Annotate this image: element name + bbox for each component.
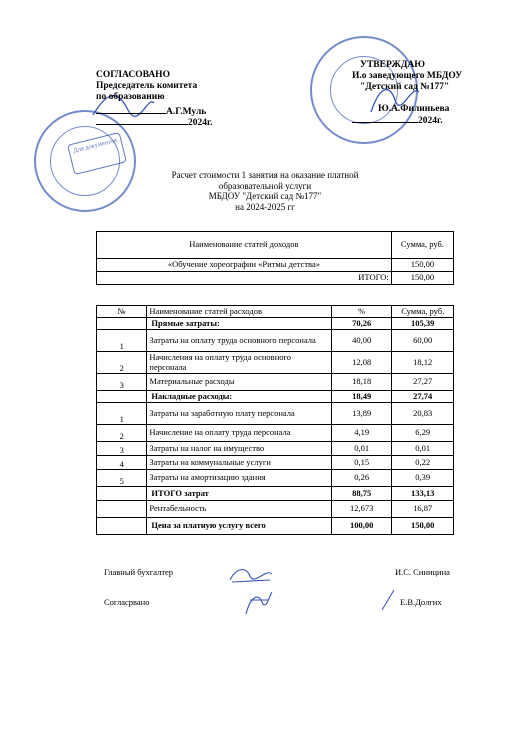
title-line-2: образовательной услуги [218, 180, 312, 191]
expense-row-num [97, 487, 147, 501]
expense-row-num: 5 [97, 470, 147, 487]
expense-row-name: Затраты на налог на имущество [147, 442, 332, 456]
expense-row-name: Накладные расходы: [147, 391, 332, 403]
expense-row-pct: 13,89 [331, 403, 392, 425]
approval-left-signatory [96, 107, 226, 117]
expense-row [97, 391, 454, 403]
expense-row-num: 2 [97, 352, 147, 374]
approval-right [352, 60, 502, 93]
agreed-name-signature [378, 588, 398, 612]
expense-row [97, 501, 454, 518]
expense-table [96, 305, 454, 535]
expense-row [97, 442, 454, 456]
expense-row-num: 1 [97, 330, 147, 352]
expense-row [97, 487, 454, 501]
expense-row-num [97, 501, 147, 518]
expense-row-pct: 18,18 [331, 374, 392, 391]
expense-row-name: Рентабельность [147, 501, 332, 518]
expense-row-sum: 150,00 [392, 518, 454, 535]
expense-row-sum: 6,29 [392, 425, 454, 442]
expense-row-sum: 20,83 [392, 403, 454, 425]
approval-right-year: 2024г. [418, 116, 443, 126]
expense-row-sum: 27,74 [392, 391, 454, 403]
expense-row-num: 1 [97, 403, 147, 425]
expense-row [97, 318, 454, 330]
expense-row [97, 518, 454, 535]
expense-row-pct: 88,75 [331, 487, 392, 501]
expense-row-sum: 18,12 [392, 352, 454, 374]
expense-row-num [97, 391, 147, 403]
approval-right-line2: "Детский сад №177" [360, 82, 450, 92]
expense-row-pct: 12,08 [331, 352, 392, 374]
expense-row-num: 4 [97, 456, 147, 470]
expense-header-sum: Сумма, руб. [392, 306, 454, 318]
expense-row-name: Затраты на амортизацию здания [147, 470, 332, 487]
expense-row [97, 352, 454, 374]
expense-row-name: Затраты на оплату труда основного персонала [147, 330, 332, 352]
expense-row-num [97, 318, 147, 330]
stamp-text: Для документов [72, 136, 118, 155]
approval-left-line1: Председатель комитета [96, 81, 198, 91]
expense-row-sum: 0,01 [392, 442, 454, 456]
expense-row-name: Затраты на коммунальные услуги [147, 456, 332, 470]
approval-left [96, 70, 226, 103]
expense-row-pct: 0,26 [331, 470, 392, 487]
expense-row-num: 3 [97, 442, 147, 456]
expense-row-num: 2 [97, 425, 147, 442]
approval-left-line2: по образованию [96, 92, 165, 102]
approval-right-heading: УТВЕРЖДАЮ [360, 60, 425, 70]
expense-row-pct: 40,00 [331, 330, 392, 352]
expense-row-pct: 0,15 [331, 456, 392, 470]
expense-row-sum: 0,22 [392, 456, 454, 470]
expense-row [97, 374, 454, 391]
approval-right-line1: И.о заведующего МБДОУ [352, 71, 463, 81]
expense-header-name: Наименование статей расходов [147, 306, 332, 318]
expense-row-name: Прямые затраты: [147, 318, 332, 330]
income-total-sum: 150,00 [391, 272, 453, 285]
expense-header-row [97, 306, 454, 318]
expense-row-name: Материальные расходы [147, 374, 332, 391]
expense-row-sum: 16,87 [392, 501, 454, 518]
income-item-name: «Обучение хореографии «Ритмы детства» [97, 259, 392, 272]
expense-row-pct: 0,01 [331, 442, 392, 456]
expense-row-name: ИТОГО затрат [147, 487, 332, 501]
expense-row [97, 403, 454, 425]
approval-right-date [352, 116, 492, 126]
income-header-name: Наименование статей доходов [97, 232, 392, 259]
expense-header-pct: % [331, 306, 392, 318]
expense-row [97, 456, 454, 470]
expense-row [97, 330, 454, 352]
approval-left-heading: СОГЛАСОВАНО [96, 70, 170, 80]
expense-row-pct: 12,673 [331, 501, 392, 518]
chief-accountant-signature [226, 564, 276, 586]
approval-left-name: А.Г.Муль [166, 107, 207, 117]
expense-row [97, 470, 454, 487]
approval-right-name: Ю.А.Филиньева [378, 104, 450, 114]
approval-left-year: 2024г. [188, 118, 213, 128]
approval-right-signatory [378, 104, 449, 114]
expense-row-pct: 18,49 [331, 391, 392, 403]
expense-row-num [97, 518, 147, 535]
income-header-sum: Сумма, руб. [391, 232, 453, 259]
title-line-4: на 2024-2025 гг [235, 201, 295, 212]
expense-row-pct: 70,26 [331, 318, 392, 330]
expense-rows [97, 318, 454, 535]
expense-row-name: Начисления на оплату труда основного персонала [147, 352, 332, 374]
agreed-label: Согласрвано [104, 597, 150, 607]
expense-row-sum: 0,39 [392, 470, 454, 487]
expense-row-pct: 4,19 [331, 425, 392, 442]
approval-left-date [96, 118, 226, 128]
agreed-signature [240, 588, 276, 618]
income-table [96, 231, 454, 285]
income-item-sum: 150,00 [391, 259, 453, 272]
expense-row-name: Начисление на оплату труда персонала [147, 425, 332, 442]
expense-row-sum: 27,27 [392, 374, 454, 391]
expense-row [97, 425, 454, 442]
expense-row-pct: 100,00 [331, 518, 392, 535]
document-title [140, 170, 390, 212]
expense-row-sum: 133,13 [392, 487, 454, 501]
income-total-label: ИТОГО: [97, 272, 392, 285]
expense-row-sum: 60,00 [392, 330, 454, 352]
expense-row-name: Затраты на заработную плату персонала [147, 403, 332, 425]
expense-row-sum: 105,39 [392, 318, 454, 330]
agreed-name: Е.В.Долгих [400, 597, 442, 607]
chief-accountant-label: Главный бухгалтер [104, 567, 174, 577]
expense-header-num: № [97, 306, 147, 318]
expense-row-name: Цена за платную услугу всего [147, 518, 332, 535]
title-line-1: Расчет стоимости 1 занятия на оказание платной [171, 170, 359, 180]
chief-accountant-name: И.С. Синицина [395, 567, 450, 577]
expense-row-num: 3 [97, 374, 147, 391]
title-line-3: МБДОУ "Детский сад №177" [208, 191, 322, 201]
